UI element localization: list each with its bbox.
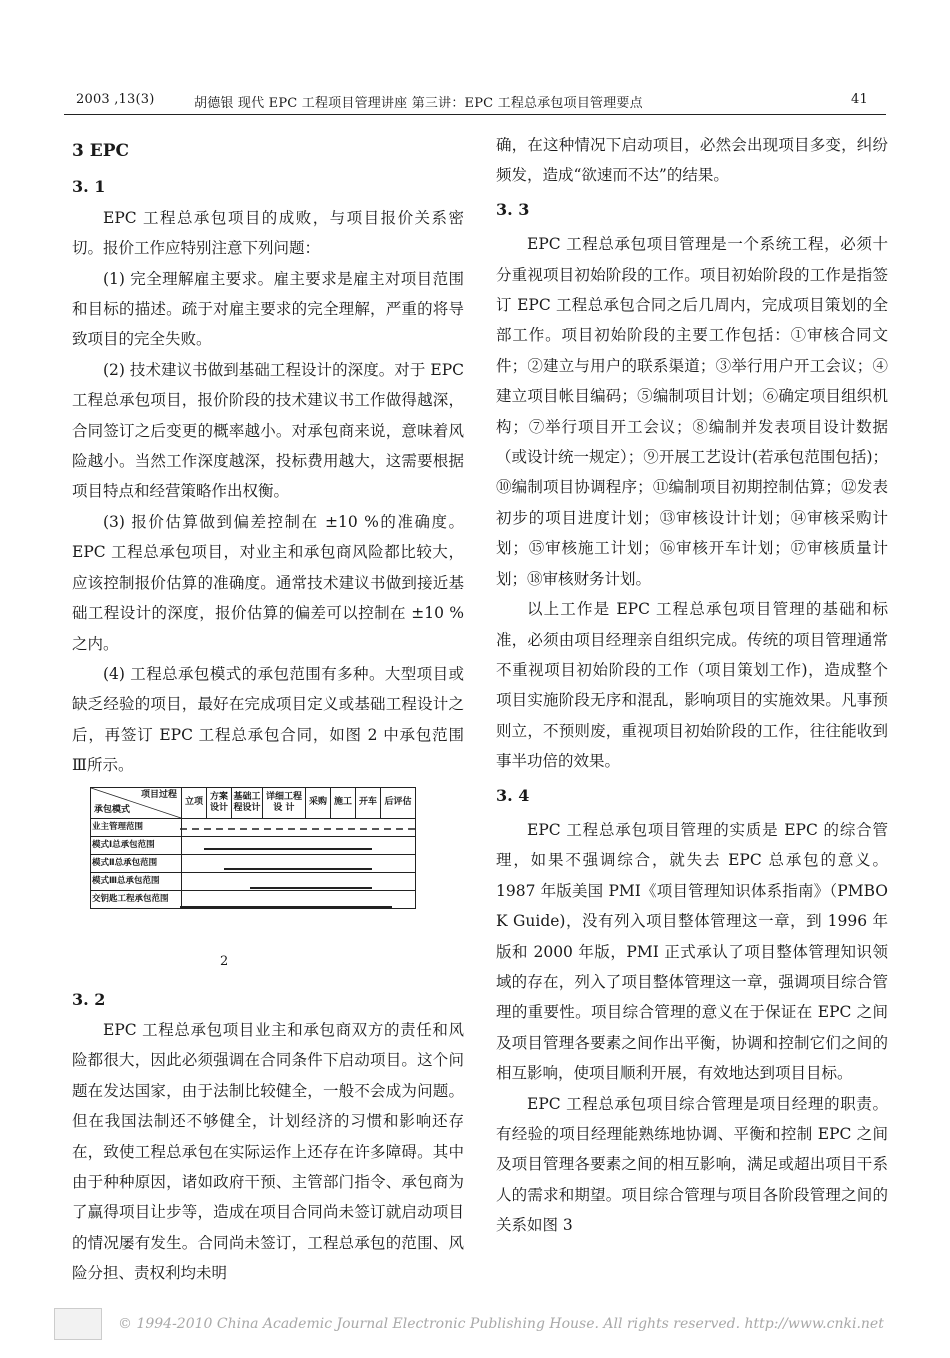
section-3-2-heading: 3. 2	[72, 989, 106, 1009]
contract-scope-table	[90, 787, 416, 909]
header-rule	[64, 114, 886, 115]
stage-header: 开车	[356, 787, 381, 818]
stage-header: 立项	[182, 787, 207, 818]
section-3-1-heading: 3. 1	[72, 177, 106, 197]
page-footer	[50, 1308, 910, 1342]
page-number: 41	[851, 92, 868, 107]
row-label: 模式Ⅰ总承包范围	[91, 836, 182, 854]
stage-header: 详细工程设 计	[263, 787, 306, 818]
figure-2	[72, 787, 464, 977]
row-label: 模式Ⅱ总承包范围	[91, 854, 182, 872]
row-label: 模式Ⅲ总承包范围	[91, 872, 182, 890]
paragraph: 确，在这种情况下启动项目，必然会出现项目多变，纠纷频发，造成“欲速而不达”的结果。	[496, 136, 888, 185]
figure-caption: 2	[220, 953, 229, 969]
corner-top-label: 项目过程	[140, 789, 177, 800]
paragraph: (4) 工程总承包模式的承包范围有多种。大型项目或缺乏经验的项目，最好在完成项目定义或基础工程设计之后，再签订 EPC 工程总承包合同，如图 2 中承包范围 Ⅲ所示。	[72, 664, 464, 775]
section-3-heading: 3 EPC	[72, 141, 130, 161]
stage-header: 施工	[331, 787, 356, 818]
publisher-logo-icon	[54, 1308, 102, 1340]
paragraph: (1) 完全理解雇主要求。雇主要求是雇主对项目范围和目标的描述。疏于对雇主要求的完全理解，严重的将导致项目的完全失败。	[72, 269, 464, 349]
row-label: 业主管理范围	[91, 818, 182, 836]
running-title: 胡德银 现代 EPC 工程项目管理讲座 第三讲：EPC 工程总承包项目管理要点	[194, 96, 643, 111]
section-3-3-heading: 3. 3	[496, 199, 530, 219]
paragraph: EPC 工程总承包项目管理的实质是 EPC 的综合管理，如果不强调综合，就失去 EPC 总承包的意义。1987 年版美国 PMI《项目管理知识体系指南》（PMBO K Guide)，没有列入项目整体管理这一章，到 1996 年版和 2000 年版，PMI 正式承认了项目整体管理知识领域的存在，列入了项目整体管理这一章，强调项目综合管理的重要性。项目综合管理的意义在于保证在 EPC 之间及项目管理各要素之间作出平衡，协调和控制它们之间的相互影响，使项目顺利开展，有效地达到项目目标。	[496, 820, 888, 1083]
scope-cell	[182, 818, 416, 836]
journal-volume: 2003 ,13(3)	[76, 92, 155, 107]
corner-bottom-label: 承包模式	[94, 804, 131, 815]
scope-cell	[182, 836, 416, 854]
paragraph: 以上工作是 EPC 工程总承包项目管理的基础和标准，必须由项目经理亲自组织完成。传统的项目管理通常不重视项目初始阶段的工作（项目策划工作)，造成整个项目实施阶段无序和混乱，影响项目的实施效果。凡事预则立，不预则废，重视项目初始阶段的工作，往往能收到事半功倍的效果。	[496, 600, 888, 771]
section-3-4-heading: 3. 4	[496, 785, 530, 805]
stage-header: 基础工程设计	[232, 787, 263, 818]
paragraph: EPC 工程总承包项目综合管理是项目经理的职责。有经验的项目经理能熟练地协调、平衡和控制 EPC 之间及项目管理各要素之间的相互影响，满足或超出项目干系人的需求和期望。项目综合管理与项目各阶段管理之间的关系如图 3	[496, 1094, 888, 1235]
right-column	[496, 130, 888, 1241]
paragraph: EPC 工程总承包项目管理是一个系统工程，必须十分重视项目初始阶段的工作。项目初始阶段的工作是指签订 EPC 工程总承包合同之后几周内，完成项目策划的全部工作。项目初始阶段的主要工作包括：①审核合同文件；②建立与用户的联系渠道；③举行用户开工会议；④建立项目帐目编码；⑤编制项目计划；⑥确定项目组织机构；⑦举行项目开工会议；⑧编制并发表项目设计数据（或设计统一规定）；⑨开展工艺设计(若承包范围包括)；⑩编制项目协调程序；⑪编制项目初期控制估算；⑫发表初步的项目进度计划；⑬审核设计计划；⑭审核采购计划；⑮审核施工计划；⑯审核开车计划；⑰审核质量计划；⑱审核财务计划。	[496, 235, 888, 588]
row-label: 交钥匙工程承包范围	[91, 890, 182, 908]
scope-cell	[182, 872, 416, 890]
paragraph: (3) 报价估算做到偏差控制在 ±10 %的准确度。EPC 工程总承包项目，对业主和承包商风险都比较大，应该控制报价估算的准确度。通常技术建议书做到接近基础工程设计的深度，报价估算的偏差可以控制在 ±10 %之内。	[72, 512, 464, 653]
copyright-notice: © 1994-2010 China Academic Journal Electronic Publishing House. All rights reserved. http://www.cnki.net	[118, 1316, 884, 1332]
left-column	[72, 130, 464, 1289]
stage-header: 后评估	[381, 787, 416, 818]
scope-cell	[182, 854, 416, 872]
stage-header: 方案设计	[207, 787, 232, 818]
paragraph: EPC 工程总承包项目业主和承包商双方的责任和风险都很大，因此必须强调在合同条件下启动项目。这个问题在发达国家，由于法制比较健全，一般不会成为问题。但在我国法制还不够健全，计划经济的习惯和影响还存在，致使工程总承包在实际运作上还存在许多障碍。其中由于种种原因，诸如政府干预、主管部门指令、承包商为了赢得项目让步等，造成在项目合同尚未签订就启动项目的情况屡有发生。合同尚未签订，工程总承包的范围、风险分担、责权利均未明	[72, 1020, 464, 1283]
stage-header: 采购	[306, 787, 331, 818]
scope-cell	[182, 890, 416, 908]
paragraph: EPC 工程总承包项目的成败，与项目报价关系密切。报价工作应特别注意下列问题：	[72, 208, 464, 258]
table-corner-cell	[91, 787, 182, 818]
running-header	[64, 92, 886, 116]
paragraph: (2) 技术建议书做到基础工程设计的深度。对于 EPC 工程总承包项目，报价阶段的技术建议书工作做得越深，合同签订之后变更的概率越小。对承包商来说，意味着风险越小。当然工作深度越深，投标费用越大，这需要根据项目特点和经营策略作出权衡。	[72, 360, 464, 501]
